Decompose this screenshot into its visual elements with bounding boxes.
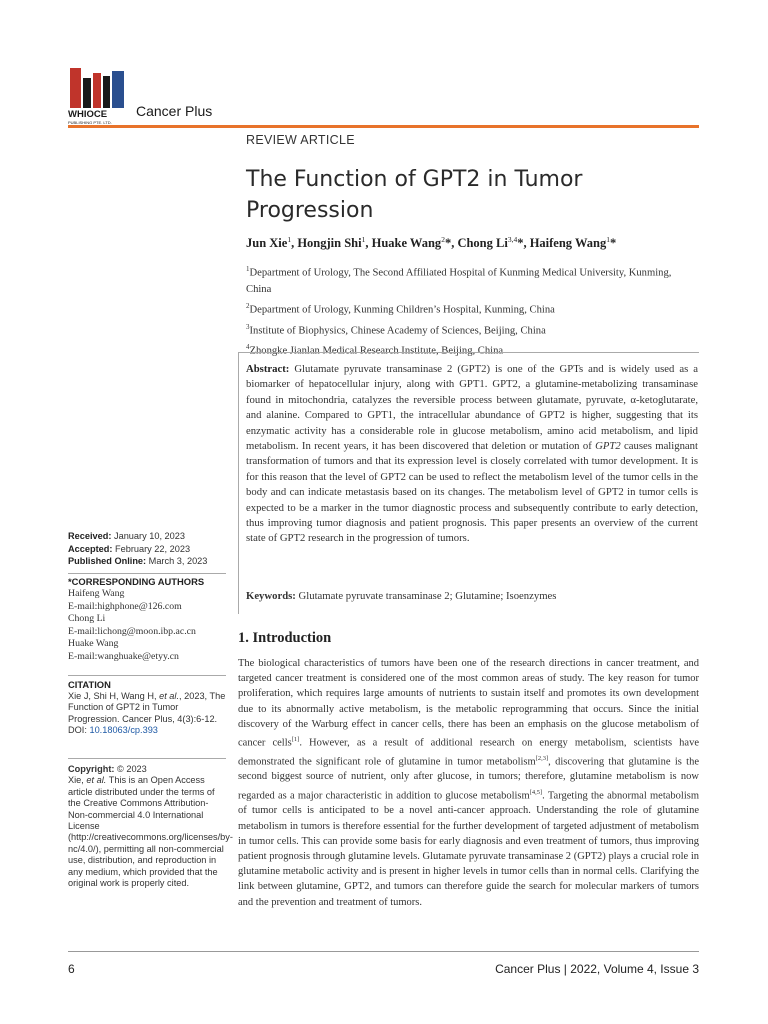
published-label: Published Online: (68, 556, 147, 566)
logo-subtext: PUBLISHING PTE. LTD. (68, 120, 112, 125)
corresponding-authors (68, 576, 228, 663)
corr-name: Huake Wang (68, 638, 119, 650)
author-star: * (609, 236, 617, 251)
abstract-top-rule (238, 352, 699, 353)
publisher-logo (68, 64, 126, 126)
doi-label: DOI: (68, 725, 87, 735)
corr-email[interactable]: E-mail:highphone@126.com (68, 600, 182, 612)
affiliations (246, 261, 696, 360)
doi (68, 725, 228, 737)
corr-name: Haifeng Wang (68, 588, 125, 600)
logo-book-dark-2 (103, 76, 110, 108)
author: Chong Li (457, 236, 508, 251)
affiliation (246, 298, 696, 319)
section-heading: 1. Introduction (238, 630, 332, 646)
sidebar-divider (68, 675, 226, 676)
author: Jun Xie (246, 236, 288, 251)
footer-journal-info: Cancer Plus | 2022, Volume 4, Issue 3 (495, 962, 699, 976)
corr-name: Chong Li (68, 613, 106, 625)
author-sup: 3,4 (507, 235, 518, 244)
article-dates (68, 530, 228, 568)
doi-link[interactable]: 10.18063/cp.393 (89, 725, 158, 735)
logo-book-red (70, 68, 81, 108)
abstract-text-1: Glutamate pyruvate transaminase 2 (GPT2) is one of the GPTs and is widely used as a biomarker of hepatocellular injury, along with GPT1. GPT2, a glutamine-metabolizing transaminase found in mitochondria, catalyzes the reversible process between glutamate, pyruvate, α-ketoglutarate, and alanine. Compared to GPT1, the intracellular abundance of GPT2 is higher, suggesting that its enzymatic activity has a considerable role in glucose metabolism, amino acid metabolism, and lipid metabolism. In recent years, it has been discovered that deletion or mutation of (246, 363, 698, 453)
affiliation (246, 319, 696, 340)
copyright-year: © 2023 (117, 764, 147, 774)
author-sup: 1 (361, 235, 366, 244)
affiliation-num: 3 (246, 322, 250, 331)
citation-etal: et al. (159, 690, 179, 701)
citation-text: Xie J, Shi H, Wang H, et al., 2023, The Function of GPT2 in Tumor Progression. Cancer Plus, 4(3):6-12. (68, 690, 226, 724)
author-list (246, 235, 701, 251)
citation-ref[interactable]: [2,3] (535, 754, 549, 762)
abstract-gene: GPT2 (595, 440, 621, 453)
keywords-label: Keywords: (246, 590, 296, 602)
published-date: March 3, 2023 (148, 556, 208, 566)
affiliation-num: 1 (246, 265, 250, 273)
author-sup: 1 (606, 235, 610, 244)
logo-book-dark (83, 78, 91, 108)
citation-part: 2023, The Function of GPT2 in Tumor Progression. Cancer Plus, 4(3):6-12. (68, 690, 226, 724)
received-label: Received: (68, 531, 112, 541)
copyright (68, 764, 233, 889)
affiliation (246, 261, 696, 298)
intro-part: . However, as a result of additional research on energy metabolism, scientists have demonstrated the significant role of glutamine in tumor metabolism (238, 737, 699, 768)
affiliation-num: 2 (246, 301, 250, 310)
copyright-label: Copyright: (68, 764, 115, 774)
author-separator: , (523, 236, 530, 251)
author-star: * (444, 236, 452, 251)
citation-ref[interactable]: [1] (291, 736, 300, 744)
journal-name: Cancer Plus (136, 103, 213, 119)
author-separator: , (365, 236, 372, 251)
citation-ref[interactable]: [4,5] (529, 788, 543, 796)
copyright-etal: et al. (86, 775, 107, 786)
footer-rule (68, 951, 699, 952)
citation (68, 679, 228, 737)
copyright-part: Xie, (68, 775, 84, 786)
intro-part: . Targeting the abnormal metabolism of tumor cells is anticipated to be a novel anti-cancer approach. Understanding the role of glutamine metabolism in tumors is therefore essential for the further development of targeted adjustment of metabolism in tumor cells. This can provide some basis for early diagnosis and even treatment of tumors, thus improving patient prognosis through glutamine levels. Glutamate pyruvate transaminase 2 (GPT2) plays a crucial role in glutamine metabolic activity and is present in higher levels in tumor cells than in normal cells. Clarifying the link between glutamine, GPT2, and tumors can therefore guide the search for molecular markers of tumors and the prevention and treatment of tumors. (238, 790, 699, 908)
sidebar-divider (68, 573, 226, 574)
author: Haifeng Wang (529, 236, 607, 251)
logo-book-blue (112, 71, 124, 108)
abstract (246, 362, 698, 547)
affiliation-num: 4 (246, 343, 250, 352)
abstract-label: Abstract: (246, 363, 290, 375)
copyright-text (68, 775, 233, 889)
abstract-text-2: causes malignant transformation of tumors and that its expression level is closely correlated with tumor development. It is for this reason that the level of GPT2 can be used to reflect the metabolism level of the tumor cells in the body and can indicate metastasis based on its changes. The metabolism level of GPT2 in tumor cells is expected to be a marker in the tumor diagnostic process and subsequently contribute to early detection, thus improving tumor diagnosis and patient prognosis. This paper presents an overview of the current state of GPT2 research in the progression of tumors. (246, 440, 698, 545)
keywords-text: Glutamate pyruvate transaminase 2; Glutamine; Isoenzymes (298, 590, 557, 602)
logo-text: WHIOCE (68, 109, 108, 120)
corr-heading: *CORRESPONDING AUTHORS (68, 576, 205, 587)
accepted-date: February 22, 2023 (114, 543, 191, 554)
header-rule (68, 125, 699, 128)
citation-part: Xie J, Shi H, Wang H, (68, 690, 157, 701)
affiliation-text: Department of Urology, Kunming Children’s Hospital, Kunming, China (249, 304, 555, 316)
author-separator: , (451, 236, 458, 251)
author: Hongjin Shi (297, 236, 362, 251)
introduction-text (238, 656, 699, 910)
logo-book-red-2 (93, 73, 101, 108)
corr-email[interactable]: E-mail:lichong@moon.ibp.ac.cn (68, 625, 196, 637)
intro-part: , discovering that glutamine is the second biggest source of nutrient, only after glucose, in tumors; therefore, glutamine metabolism is now regarded as a major characteristic in addition to glucose metabolism (238, 756, 699, 802)
received-date: January 10, 2023 (113, 531, 185, 541)
keywords (246, 590, 698, 602)
sidebar-divider (68, 758, 226, 759)
affiliation-text: Institute of Biophysics, Chinese Academy of Sciences, Beijing, China (249, 325, 546, 337)
affiliation (246, 339, 696, 360)
citation-heading: CITATION (68, 679, 111, 690)
author: Huake Wang (371, 236, 442, 251)
copyright-part: This is an Open Access article distributed under the terms of the Creative Commons Attribution-Non-commercial 4.0 International License (http://creativecommons.org/licenses/by-nc/4.0/), permitting all non-commercial use, distribution, and reproduction in any medium, which provided that the original work is properly cited. (68, 775, 233, 889)
author-sup: 1 (287, 235, 292, 244)
abstract-left-rule (238, 352, 239, 614)
affiliation-text: Department of Urology, The Second Affiliated Hospital of Kunming Medical University, Kunming, China (246, 267, 672, 295)
author-separator: , (291, 236, 298, 251)
author-sup: 2 (441, 235, 445, 244)
article-title: The Function of GPT2 in Tumor Progression (246, 167, 583, 223)
page-number: 6 (68, 962, 75, 976)
author-star: * (517, 236, 524, 251)
article-type: REVIEW ARTICLE (246, 133, 355, 147)
corr-email[interactable]: E-mail:wanghuake@etyy.cn (68, 650, 179, 662)
intro-part: The biological characteristics of tumors have been one of the research directions in cancer treatment, and targeted cancer treatment is considered one of the most common areas of study. The key reason for tumor proliferation, which requires large amounts of nutrients to sustain itself and promotes its own development due to its abnormally active metabolism, is the metabolic reprogramming that occurs. Since the initial discovery of the Warburg effect in cancer cells, there has been an emphasis on the glucose metabolism of cancer cells (238, 658, 699, 749)
accepted-label: Accepted: (68, 543, 113, 554)
